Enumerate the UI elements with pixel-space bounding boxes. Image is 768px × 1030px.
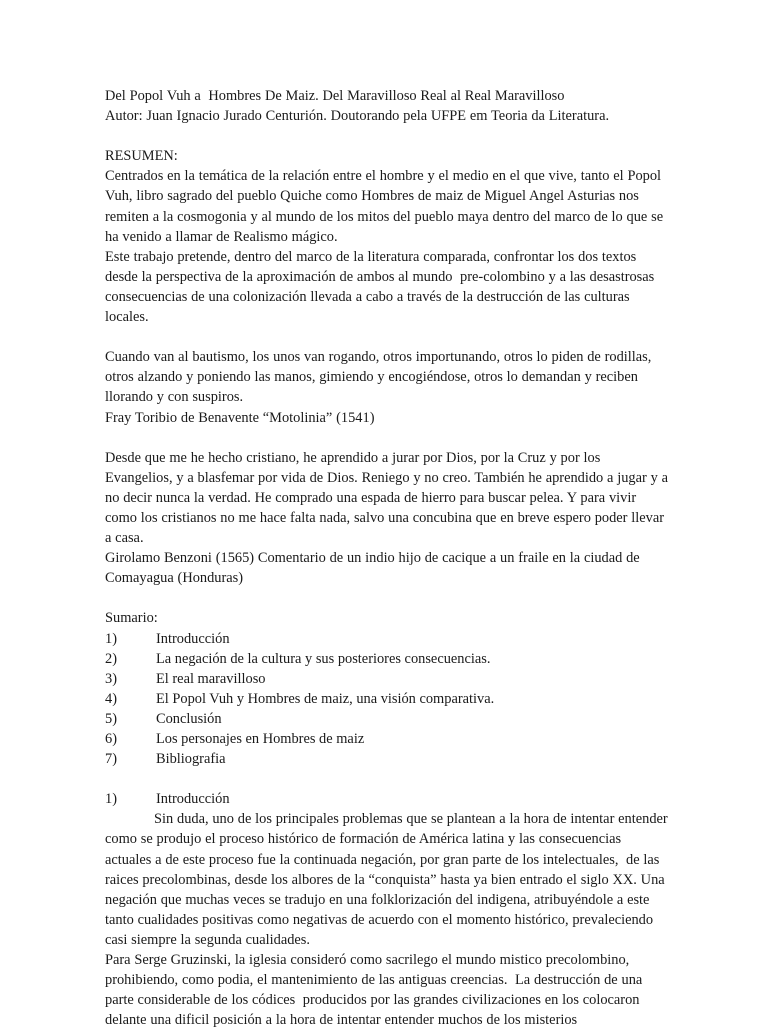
sumario-item-label: Los personajes en Hombres de maiz (156, 731, 365, 747)
sumario-item-3 (105, 669, 671, 689)
sumario-item-number: 7) (105, 751, 117, 768)
resumen-paragraph-1: Centrados en la temática de la relación entre el hombre y el medio en el que vive, tanto el Popol Vuh, libro sagrado del pueblo Quiche como Hombres de maiz de Miguel Angel Asturias nos remiten a la cosmogonia y al mundo de los mitos del pueblo maya dentro del marco de lo que se ha venido a llamar de Realismo mágico. (105, 168, 667, 245)
spacer-after-resumen (105, 327, 671, 347)
sumario-item-number: 4) (105, 690, 117, 707)
spacer-after-sumario (105, 769, 671, 789)
sumario-item-number: 3) (105, 670, 117, 687)
sumario-item-label: Bibliografia (156, 751, 226, 768)
sumario-item-number: 5) (105, 710, 117, 727)
quote-2-text: Desde que me he hecho cristiano, he aprendido a jurar por Dios, por la Cruz y por los Evangelios, y a blasfemar por vida de Dios. Reniego y no creo. También he aprendido a jugar y a no decir nunca la verdad. He comprado una espada de hierro para buscar pelea. Y para vivir como los cristianos no me hace falta nada, salvo una concubina que en breve espero poder llevar a casa. (105, 449, 672, 547)
section-1-paragraph-2: Para Serge Gruzinski, la iglesia consideró como sacrilego el mundo mistico precolombino, prohibiendo, como podia, el mantenimiento de las antiguas creencias. La destrucción de una parte considerable de los códices producidos por las grandes civilizaciones en los colocaron delante una dificil posición a la hora de intentar entender muchos de los misterios (105, 952, 647, 1029)
sumario-item-4 (105, 689, 671, 709)
resumen-paragraph-2: Este trabajo pretende, dentro del marco de la literatura comparada, confrontar los dos textos desde la perspectiva de la aproximación de ambos al mundo pre-colombino y a las desastrosas consecuencias de una colonización llevada a cabo a través de la destrucción de las culturas locales. (105, 248, 659, 326)
section-1-paragraph-1: Sin duda, uno de los principales problemas que se plantean a la hora de intentar entender como se produjo el proceso histórico de formación de América latina y las consecuencias actuales a de este proceso fue la continuada negación, por gran parte de los intelectuales, de las raices precolombinas, desde los albores de la “conquista” hasta ya bien entrado el siglo XX. Una negación que muchas veces se tradujo en una folklorización del indigena, atribuyéndole a este tanto cualidades positivas como negativas de acuerdo con el momento histórico, prevaleciendo casi siempre la segunda cualidades. (105, 811, 672, 948)
spacer-after-title (105, 126, 671, 146)
sumario-item-1 (105, 629, 671, 649)
document-title: Del Popol Vuh a Hombres De Maiz. Del Maravilloso Real al Real Maravilloso (105, 88, 565, 104)
section-1-number: 1) (105, 791, 117, 808)
resumen-heading: RESUMEN: (105, 148, 178, 165)
section-1-heading (105, 789, 671, 809)
sumario-item-label: La negación de la cultura y sus posteriores consecuencias. (156, 650, 491, 667)
sumario-item-number: 6) (105, 731, 117, 747)
sumario-item-6 (105, 729, 671, 749)
spacer-after-quote-2 (105, 588, 671, 608)
sumario-item-7 (105, 749, 671, 769)
sumario-item-2 (105, 649, 671, 669)
sumario-item-5 (105, 709, 671, 729)
section-1-introduccion (105, 789, 671, 1030)
sumario-item-label: El real maravilloso (156, 670, 266, 687)
document-body (105, 86, 671, 1030)
spacer-after-quote-1 (105, 428, 671, 448)
quote-1-text: Cuando van al bautismo, los unos van rogando, otros importunando, otros lo piden de rodillas, otros alzando y poniendo las manos, gimiendo y encogiéndose, otros lo demandan y reciben llorando y con suspiros. (105, 349, 656, 406)
sumario-item-label: Conclusión (156, 710, 222, 727)
quote-1-attribution: Fray Toribio de Benavente “Motolinia” (1541) (105, 409, 375, 426)
sumario-section (105, 608, 671, 769)
sumario-item-number: 2) (105, 650, 117, 667)
sumario-item-number: 1) (105, 630, 117, 647)
resumen-section (105, 146, 671, 327)
sumario-item-label: El Popol Vuh y Hombres de maiz, una visión comparativa. (156, 690, 495, 707)
quote-2-attribution: Girolamo Benzoni (1565) Comentario de un indio hijo de cacique a un fraile en la ciudad de Comayagua (Honduras) (105, 550, 644, 587)
document-author: Autor: Juan Ignacio Jurado Centurión. Doutorando pela UFPE em Teoria da Literatura. (105, 108, 610, 125)
sumario-item-label: Introducción (156, 630, 230, 647)
sumario-heading: Sumario: (105, 610, 158, 627)
quote-block-1 (105, 347, 671, 427)
section-1-label: Introducción (156, 791, 230, 808)
title-block (105, 86, 671, 126)
quote-block-2 (105, 448, 671, 589)
